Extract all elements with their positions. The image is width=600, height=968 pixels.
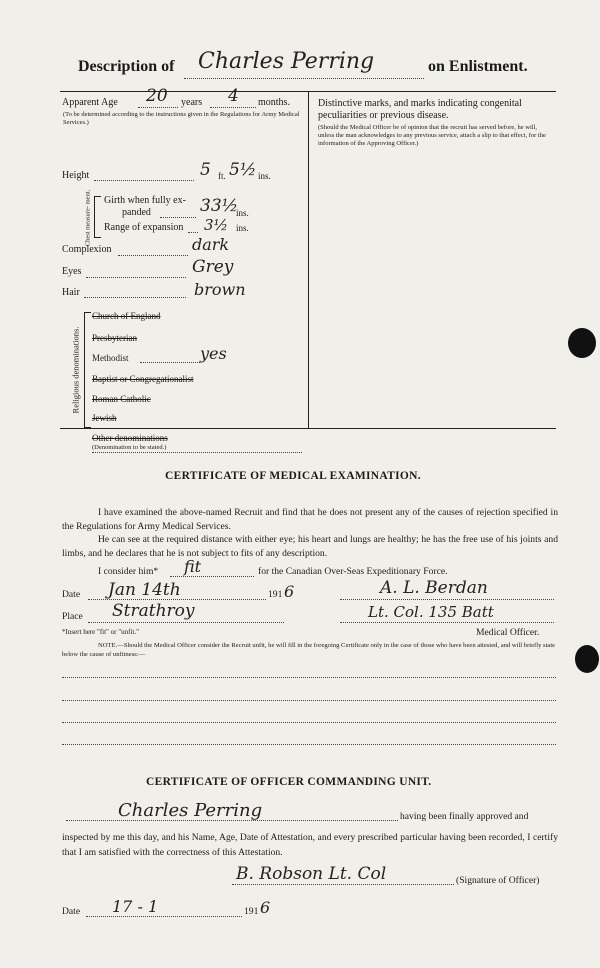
complexion-value: dark <box>192 235 230 254</box>
medical-officer-label: Medical Officer. <box>476 627 540 638</box>
rank-rule <box>340 622 554 623</box>
commanding-name-rule <box>66 820 398 821</box>
religion-presbyterian: Presbyterian <box>92 333 137 343</box>
religion-bracket <box>84 312 91 428</box>
signature-of-officer-label: (Signature of Officer) <box>456 875 540 886</box>
medical-paragraph-1: I have examined the above-named Recruit and find that he does not present any of the causes of rejection specified in the Regulations for Army Medical Services. <box>62 507 558 532</box>
age-years-rule <box>138 107 178 108</box>
complexion-leader <box>118 255 188 256</box>
medical-heading: CERTIFICATE OF MEDICAL EXAMINATION. <box>165 470 421 482</box>
expansion-label: Range of expansion <box>104 222 184 233</box>
medical-date-label: Date <box>62 589 81 600</box>
height-label: Height <box>62 170 90 181</box>
chest-bracket <box>94 196 101 238</box>
consider-value: fit <box>184 557 202 576</box>
medical-year-prefix: 191 <box>268 589 283 600</box>
height-in-value: 5½ <box>229 160 257 180</box>
girth-value: 33½ <box>200 196 239 216</box>
age-years-value: 20 <box>146 86 168 106</box>
marks-heading-1: Distinctive marks, and marks indicating congenital <box>318 98 522 109</box>
unfitness-line-4 <box>62 744 556 745</box>
recruit-name: Charles Perring <box>198 49 375 74</box>
eyes-value: Grey <box>192 257 234 277</box>
girth-label-2: panded <box>122 207 151 218</box>
commanding-date-label: Date <box>62 906 81 917</box>
commanding-heading: CERTIFICATE OF OFFICER COMMANDING UNIT. <box>146 776 432 788</box>
unfitness-line-3 <box>62 722 556 723</box>
girth-label-1: Girth when fully ex- <box>104 195 186 206</box>
height-leader <box>94 180 194 181</box>
place-label: Place <box>62 611 83 622</box>
religion-jewish: Jewish <box>92 413 117 423</box>
commanding-date-value: 17 - 1 <box>112 897 159 916</box>
ink-blot-upper <box>568 328 596 358</box>
religion-church-of-england: Church of England <box>92 311 161 321</box>
apparent-age-label: Apparent Age <box>62 97 118 108</box>
age-note: (To be determined according to the instructions given in the Regulations for Army Medical Services.) <box>63 111 300 126</box>
title-rule <box>184 78 424 79</box>
consider-suffix: for the Canadian Over-Seas Expeditionary Force. <box>258 566 448 577</box>
commanding-line1-suffix: having been finally approved and <box>400 811 529 822</box>
expansion-leader <box>188 232 198 233</box>
commanding-officer-signature: B. Robson Lt. Col <box>236 864 387 884</box>
girth-leader <box>160 217 196 218</box>
height-ft-value: 5 <box>200 160 211 180</box>
commanding-date-rule <box>86 916 242 917</box>
commanding-recruit-name: Charles Perring <box>118 800 263 821</box>
commanding-paragraph: inspected by me this day, and his Name, Age, Date of Attestation, and every prescribed particular having been recorded, I certify that I am satisfied with the correctness of this Attestation. <box>62 832 558 858</box>
religion-methodist: Methodist <box>92 353 129 363</box>
religion-other: Other denominations <box>92 433 168 443</box>
religion-value: yes <box>200 344 227 363</box>
medical-signature-rule <box>340 599 554 600</box>
title-prefix: Description of <box>78 58 175 75</box>
consider-prefix: I consider him* <box>98 566 159 577</box>
medical-date-value: Jan 14th <box>108 580 181 600</box>
eyes-label: Eyes <box>62 266 82 277</box>
title-suffix: on Enlistment. <box>428 58 528 75</box>
medical-year-suffix: 6 <box>284 582 295 601</box>
marks-note: (Should the Medical Officer be of opinion that the recruit has served before, he will, unless the man acknowledges to any previous service, attach a slip to that effect, for the information of the Approving Officer.) <box>318 124 546 147</box>
officer-rank-value: Lt. Col. 135 Batt <box>368 603 494 621</box>
unfitness-line-1 <box>62 677 556 678</box>
medical-officer-signature: A. L. Berdan <box>380 578 488 598</box>
marks-heading-2: peculiarities or previous disease. <box>318 110 449 121</box>
hair-leader <box>84 297 186 298</box>
ins-label-girth: ins. <box>236 208 249 218</box>
ink-blot-lower <box>575 645 599 673</box>
unfitness-line-2 <box>62 700 556 701</box>
eyes-leader <box>86 277 186 278</box>
age-months-value: 4 <box>228 86 239 106</box>
place-rule <box>88 622 284 623</box>
religion-side-label: Religious denominations. <box>70 326 81 414</box>
complexion-label: Complexion <box>62 244 112 255</box>
insert-note: *Insert here "fit" or "unfit." <box>62 628 139 636</box>
commanding-year-prefix: 191 <box>244 906 259 917</box>
consider-rule <box>170 576 254 577</box>
religion-roman-catholic: Roman Catholic <box>92 394 151 404</box>
religion-baptist: Baptist or Congregationalist <box>92 374 194 384</box>
methodist-leader <box>140 362 200 363</box>
years-label: years <box>181 97 203 108</box>
expansion-value: 3½ <box>204 216 229 234</box>
chest-measurement-label: Chest measure- ment. <box>84 189 91 247</box>
denomination-note: (Denomination to be stated.) <box>92 444 167 451</box>
denomination-rule <box>92 452 302 453</box>
commanding-year-suffix: 6 <box>260 898 271 917</box>
ins-label-height: ins. <box>258 171 271 181</box>
hair-value: brown <box>194 280 246 299</box>
ft-label: ft. <box>218 171 226 181</box>
medical-note: NOTE.—Should the Medical Officer consider the Recruit unfit, he will fill in the foregoing Certificate only in the case of those who have been attested, and will briefly state below the cause of unfitness:— <box>62 642 556 658</box>
place-value: Strathroy <box>112 601 195 621</box>
table-bottom-border <box>60 428 556 429</box>
months-label: months. <box>258 97 290 108</box>
age-months-rule <box>210 107 256 108</box>
table-column-divider <box>308 92 309 428</box>
hair-label: Hair <box>62 287 80 298</box>
ins-label-expansion: ins. <box>236 223 249 233</box>
medical-paragraph-2: He can see at the required distance with either eye; his heart and lungs are healthy; he has the free use of his joints and limbs, and he declares that he is not subject to fits of any description. <box>62 534 558 559</box>
commanding-signature-rule <box>232 884 454 885</box>
